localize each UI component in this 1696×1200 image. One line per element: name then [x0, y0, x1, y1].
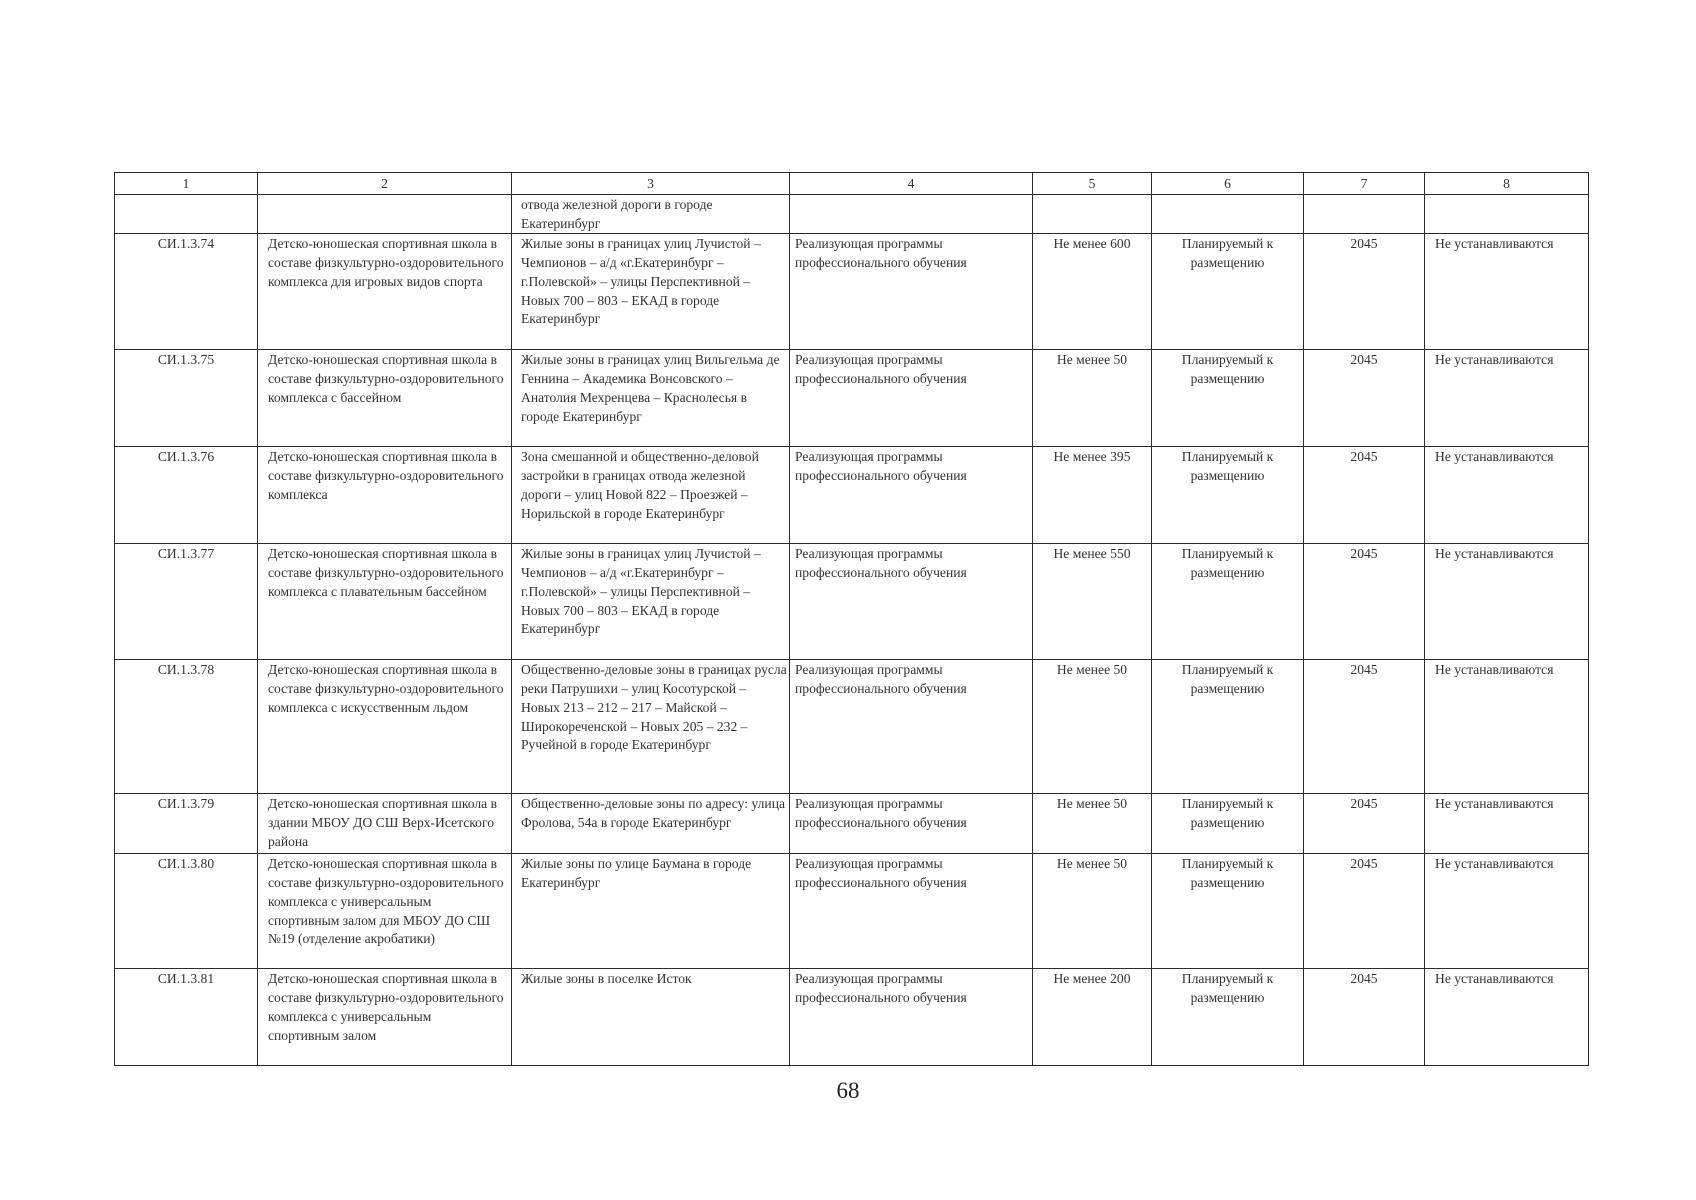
object-status: Планируемый к размещению: [1152, 447, 1304, 544]
object-location: Жилые зоны в границах улиц Вильгельма де Геннина – Академика Вонсовского – Анатолия Мехренцева – Краснолесья в городе Екатеринбург: [512, 350, 790, 447]
object-year: 2045: [1304, 447, 1425, 544]
object-status: Планируемый к размещению: [1152, 969, 1304, 1066]
object-year: 2045: [1304, 660, 1425, 794]
object-type: Реализующая программы профессионального обучения: [790, 969, 1033, 1066]
column-header: 3: [512, 173, 790, 195]
object-type: Реализующая программы профессионального обучения: [790, 794, 1033, 854]
object-zones: Не устанавливаются: [1425, 234, 1589, 350]
table-row: [115, 794, 1589, 854]
column-header: 6: [1152, 173, 1304, 195]
table-cell: [1152, 195, 1304, 234]
table-row: [115, 447, 1589, 544]
object-status: Планируемый к размещению: [1152, 794, 1304, 854]
column-header: 8: [1425, 173, 1589, 195]
table-row: [115, 544, 1589, 660]
column-header: 2: [258, 173, 512, 195]
object-capacity: Не менее 550: [1033, 544, 1152, 660]
object-capacity: Не менее 50: [1033, 660, 1152, 794]
table-cell: [115, 195, 258, 234]
object-code: СИ.1.3.80: [115, 854, 258, 969]
object-type: Реализующая программы профессионального обучения: [790, 544, 1033, 660]
object-location: Жилые зоны в границах улиц Лучистой – Чемпионов – а/д «г.Екатеринбург – г.Полевской» – улицы Перспективной – Новых 700 – 803 – ЕКАД в городе Екатеринбург: [512, 544, 790, 660]
object-code: СИ.1.3.81: [115, 969, 258, 1066]
object-zones: Не устанавливаются: [1425, 660, 1589, 794]
object-capacity: Не менее 50: [1033, 350, 1152, 447]
object-zones: Не устанавливаются: [1425, 350, 1589, 447]
object-name: Детско-юношеская спортивная школа в составе физкультурно-оздоровительного комплекса с универсальным спортивным залом: [258, 969, 512, 1066]
object-year: 2045: [1304, 854, 1425, 969]
table-row: [115, 969, 1589, 1066]
header-row: [115, 173, 1589, 195]
object-type: Реализующая программы профессионального обучения: [790, 234, 1033, 350]
object-code: СИ.1.3.75: [115, 350, 258, 447]
table-cell: [790, 195, 1033, 234]
object-status: Планируемый к размещению: [1152, 350, 1304, 447]
object-zones: Не устанавливаются: [1425, 544, 1589, 660]
object-location: Жилые зоны в поселке Исток: [512, 969, 790, 1066]
object-capacity: Не менее 50: [1033, 854, 1152, 969]
object-capacity: Не менее 395: [1033, 447, 1152, 544]
object-code: СИ.1.3.74: [115, 234, 258, 350]
object-year: 2045: [1304, 234, 1425, 350]
table-row: [115, 854, 1589, 969]
object-capacity: Не менее 50: [1033, 794, 1152, 854]
column-header: 4: [790, 173, 1033, 195]
object-name: Детско-юношеская спортивная школа в составе физкультурно-оздоровительного комплекса для игровых видов спорта: [258, 234, 512, 350]
object-zones: Не устанавливаются: [1425, 794, 1589, 854]
table-cell: [1033, 195, 1152, 234]
object-capacity: Не менее 600: [1033, 234, 1152, 350]
object-name: Детско-юношеская спортивная школа в здании МБОУ ДО СШ Верх-Исетского района: [258, 794, 512, 854]
object-code: СИ.1.3.77: [115, 544, 258, 660]
object-location: Жилые зоны по улице Баумана в городе Екатеринбург: [512, 854, 790, 969]
object-zones: Не устанавливаются: [1425, 969, 1589, 1066]
object-status: Планируемый к размещению: [1152, 234, 1304, 350]
page-number: 68: [836, 1078, 860, 1103]
table-cell: [1425, 195, 1589, 234]
object-type: Реализующая программы профессионального обучения: [790, 660, 1033, 794]
object-year: 2045: [1304, 544, 1425, 660]
table-cell: [258, 195, 512, 234]
object-code: СИ.1.3.79: [115, 794, 258, 854]
column-header: 1: [115, 173, 258, 195]
object-status: Планируемый к размещению: [1152, 544, 1304, 660]
object-year: 2045: [1304, 794, 1425, 854]
object-code: СИ.1.3.76: [115, 447, 258, 544]
object-name: Детско-юношеская спортивная школа в составе физкультурно-оздоровительного комплекса с искусственным льдом: [258, 660, 512, 794]
column-header: 5: [1033, 173, 1152, 195]
object-location: Зона смешанной и общественно-деловой застройки в границах отвода железной дороги – улиц Новой 822 – Проезжей – Норильской в городе Екатеринбург: [512, 447, 790, 544]
continuation-row: [115, 195, 1589, 234]
object-status: Планируемый к размещению: [1152, 660, 1304, 794]
object-name: Детско-юношеская спортивная школа в составе физкультурно-оздоровительного комплекса с плавательным бассейном: [258, 544, 512, 660]
object-type: Реализующая программы профессионального обучения: [790, 350, 1033, 447]
table-cell: [1304, 195, 1425, 234]
object-location: Общественно-деловые зоны по адресу: улица Фролова, 54а в городе Екатеринбург: [512, 794, 790, 854]
object-zones: Не устанавливаются: [1425, 854, 1589, 969]
object-capacity: Не менее 200: [1033, 969, 1152, 1066]
object-type: Реализующая программы профессионального обучения: [790, 447, 1033, 544]
object-name: Детско-юношеская спортивная школа в составе физкультурно-оздоровительного комплекса: [258, 447, 512, 544]
object-status: Планируемый к размещению: [1152, 854, 1304, 969]
object-code: СИ.1.3.78: [115, 660, 258, 794]
object-year: 2045: [1304, 969, 1425, 1066]
object-year: 2045: [1304, 350, 1425, 447]
object-name: Детско-юношеская спортивная школа в составе физкультурно-оздоровительного комплекса с бассейном: [258, 350, 512, 447]
object-location: Общественно-деловые зоны в границах русла реки Патрушихи – улиц Косотурской – Новых 213 – 212 – 217 – Майской – Широкореченской – Новых 205 – 232 – Ручейной в городе Екатеринбург: [512, 660, 790, 794]
table-cell: отвода железной дороги в городе Екатеринбург: [512, 195, 790, 234]
object-location: Жилые зоны в границах улиц Лучистой – Чемпионов – а/д «г.Екатеринбург – г.Полевской» – улицы Перспективной – Новых 700 – 803 – ЕКАД в городе Екатеринбург: [512, 234, 790, 350]
table-row: [115, 350, 1589, 447]
object-type: Реализующая программы профессионального обучения: [790, 854, 1033, 969]
table-row: [115, 660, 1589, 794]
objects-table: [114, 172, 1589, 1066]
object-name: Детско-юношеская спортивная школа в составе физкультурно-оздоровительного комплекса с универсальным спортивным залом для МБОУ ДО СШ №19 (отделение акробатики): [258, 854, 512, 969]
table-row: [115, 234, 1589, 350]
object-zones: Не устанавливаются: [1425, 447, 1589, 544]
column-header: 7: [1304, 173, 1425, 195]
